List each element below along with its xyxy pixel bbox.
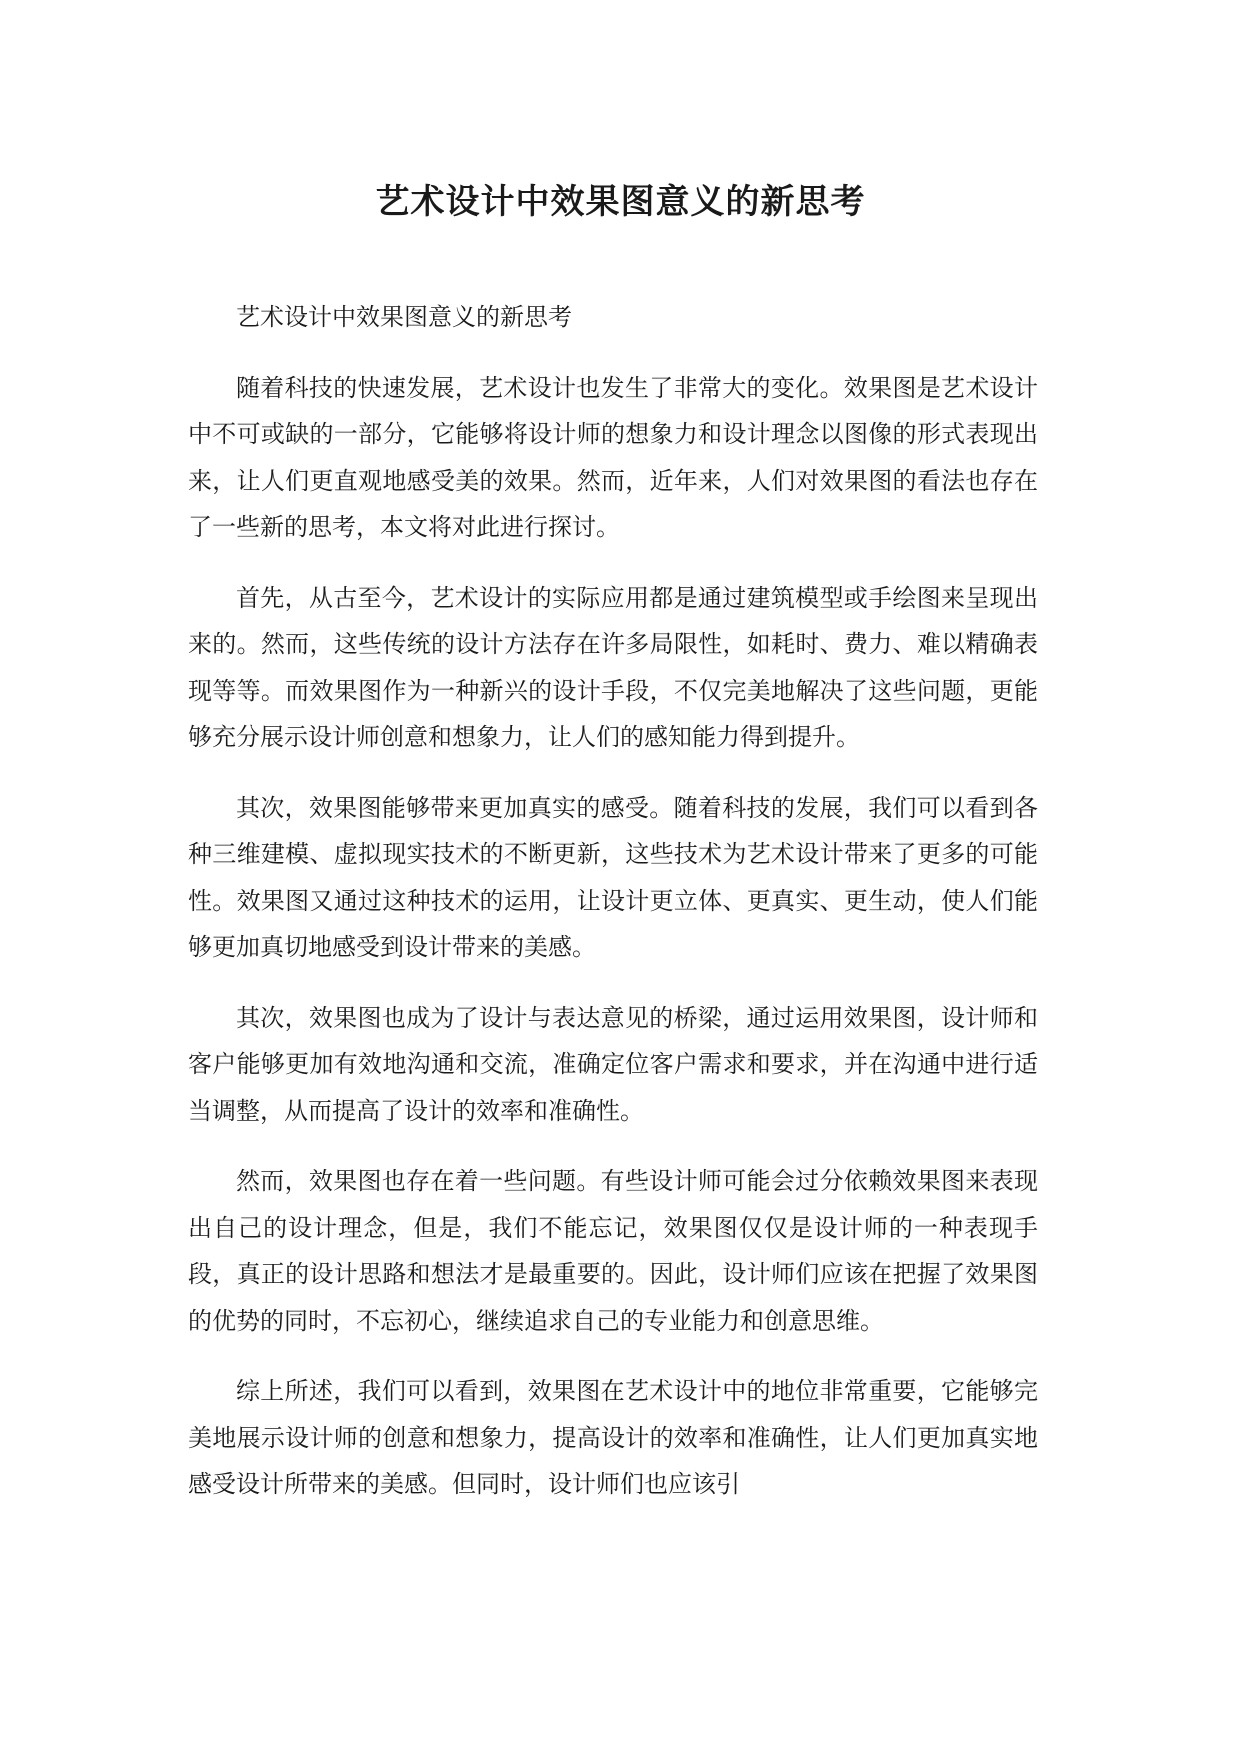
paragraph-conclusion: 综上所述，我们可以看到，效果图在艺术设计中的地位非常重要，它能够完美地展示设计师的创意和想象力，提高设计的效率和准确性，让人们更加真实地感受设计所带来的美感。但同时，设计师们也应该引 [188, 1377, 1038, 1498]
paragraph-subtitle: 艺术设计中效果图意义的新思考 [236, 303, 572, 331]
paragraph-second: 其次，效果图能够带来更加真实的感受。随着科技的发展，我们可以看到各种三维建模、虚拟现实技术的不断更新，这些技术为艺术设计带来了更多的可能性。效果图又通过这种技术的运用，让设计更立体、更真实、更生动，使人们能够更加真切地感受到设计带来的美感。 [188, 793, 1038, 961]
paragraph-first: 首先，从古至今，艺术设计的实际应用都是通过建筑模型或手绘图来呈现出来的。然而，这些传统的设计方法存在许多局限性，如耗时、费力、难以精确表现等等。而效果图作为一种新兴的设计手段，不仅完美地解决了这些问题，更能够充分展示设计师创意和想象力，让人们的感知能力得到提升。 [188, 583, 1038, 751]
document-body [188, 294, 1038, 1532]
document-title: 艺术设计中效果图意义的新思考 [375, 182, 866, 222]
paragraph-third: 其次，效果图也成为了设计与表达意见的桥梁，通过运用效果图，设计师和客户能够更加有效地沟通和交流，准确定位客户需求和要求，并在沟通中进行适当调整，从而提高了设计的效率和准确性。 [188, 1003, 1038, 1125]
paragraph-intro: 随着科技的快速发展，艺术设计也发生了非常大的变化。效果图是艺术设计中不可或缺的一部分，它能够将设计师的想象力和设计理念以图像的形式表现出来，让人们更直观地感受美的效果。然而，近年来，人们对效果图的看法也存在了一些新的思考，本文将对此进行探讨。 [188, 373, 1038, 541]
paragraph-however: 然而，效果图也存在着一些问题。有些设计师可能会过分依赖效果图来表现出自己的设计理念，但是，我们不能忘记，效果图仅仅是设计师的一种表现手段，真正的设计思路和想法才是最重要的。因此，设计师们应该在把握了效果图的优势的同时，不忘初心，继续追求自己的专业能力和创意思维。 [188, 1167, 1038, 1335]
